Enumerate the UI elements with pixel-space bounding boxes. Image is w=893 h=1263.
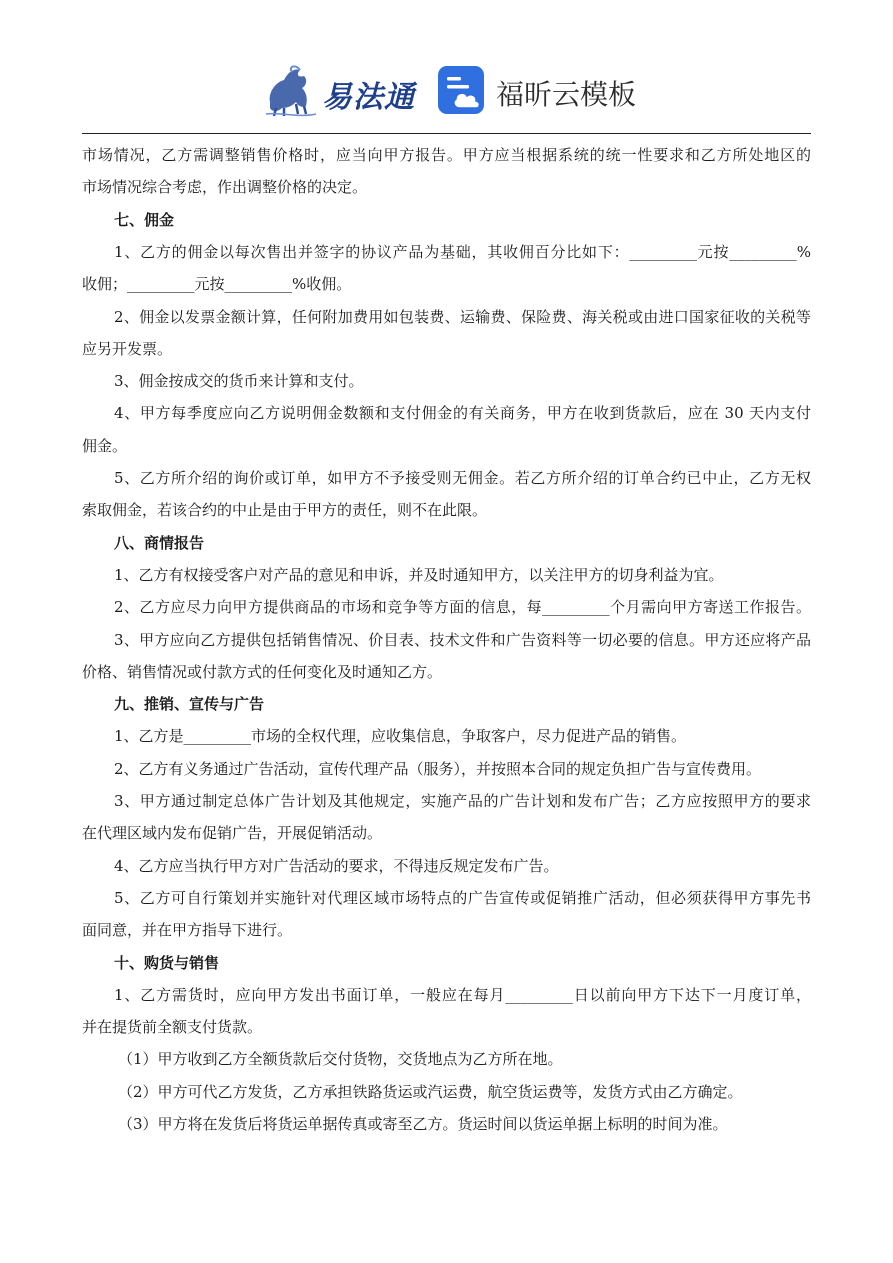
sub-clause-text: （1）甲方收到乙方全额货款后交付货物，交货地点为乙方所在地。	[118, 1050, 563, 1069]
foxit-cloud-template-text: 福昕云模板	[496, 78, 637, 111]
clause-continuation-text: 在代理区域内发布促销广告，开展促销活动。	[82, 824, 383, 843]
clause-text: 1、乙方有权接受客户对产品的意见和申诉，并及时通知甲方，以关注甲方的切身利益为宜。	[114, 565, 724, 584]
clause-continuation-text: 并在提货前全额支付货款。	[82, 1018, 263, 1037]
clause-text: 1、乙方需货时，应向甲方发出书面订单，一般应在每月_________日以前向甲方下达下一月度订单，	[114, 985, 811, 1004]
clause-continuation-text: 面同意，并在甲方指导下进行。	[82, 921, 293, 940]
header-divider	[82, 133, 811, 134]
clause-text: 1、乙方的佣金以每次售出并签字的协议产品为基础，其收佣百分比如下：_________元按_________%	[114, 242, 811, 261]
clause-text: 1、乙方是_________市场的全权代理，应收集信息，争取客户，尽力促进产品的销售。	[114, 727, 687, 746]
clause-continuation-text: 应另开发票。	[82, 339, 173, 358]
sub-clause-text: （2）甲方可代乙方发货，乙方承担铁路货运或汽运费，航空货运费等，发货方式由乙方确定。	[118, 1082, 743, 1101]
clause-continuation-text: 收佣；_________元按_________%收佣。	[82, 275, 352, 294]
clause-continuation-text: 价格、销售情况或付款方式的任何变化及时通知乙方。	[82, 662, 443, 681]
clause-text: 3、甲方通过制定总体广告计划及其他规定，实施产品的广告计划和发布广告；乙方应按照甲方的要求	[114, 792, 811, 810]
horse-emblem-icon	[262, 62, 320, 120]
clause-text: 2、乙方有义务通过广告活动，宣传代理产品（服务），并按照本合同的规定负担广告与宣传费用。	[114, 759, 762, 778]
section-heading: 七、佣金	[114, 210, 175, 229]
section-heading: 十、购货与销售	[114, 953, 220, 972]
clause-text: 4、甲方每季度应向乙方说明佣金数额和支付佣金的有关商务，甲方在收到货款后，应在 30 天内支付	[114, 404, 811, 423]
sub-clause-text: （3）甲方将在发货后将货运单据传真或寄至乙方。货运时间以货运单据上标明的时间为准。	[118, 1115, 728, 1133]
clause-text: 4、乙方应当执行甲方对广告活动的要求，不得违反规定发布广告。	[114, 856, 559, 875]
clause-continuation-text: 佣金。	[82, 436, 128, 455]
clause-continuation-text: 市场情况综合考虑，作出调整价格的决定。	[82, 178, 368, 197]
clause-text: 2、乙方应尽力向甲方提供商品的市场和竞争等方面的信息，每_________个月需向甲方寄送工作报告。	[114, 598, 811, 617]
clause-text: 3、佣金按成交的货币来计算和支付。	[114, 372, 364, 391]
clause-text: 5、乙方所介绍的询价或订单，如甲方不予接受则无佣金。若乙方所介绍的订单合约已中止，乙方无权	[114, 469, 811, 487]
clause-text: 5、乙方可自行策划并实施针对代理区域市场特点的广告宣传或促销推广活动，但必须获得甲方事先书	[114, 888, 811, 907]
yifatong-logo	[262, 62, 415, 120]
yifatong-logo-text: 易法通	[322, 80, 415, 115]
page-header	[0, 0, 893, 135]
section-heading: 九、推销、宣传与广告	[114, 695, 265, 714]
clause-text: 3、甲方应向乙方提供包括销售情况、价目表、技术文件和广告资料等一切必要的信息。甲方还应将产品	[114, 630, 811, 649]
clause-continuation-text: 索取佣金，若该合约的中止是由于甲方的责任，则不在此限。	[82, 501, 488, 520]
section-heading: 八、商情报告	[114, 533, 205, 552]
cloud-document-icon	[436, 64, 488, 116]
clause-text: 2、佣金以发票金额计算，任何附加费用如包装费、运输费、保险费、海关税或由进口国家征收的关税等	[114, 307, 811, 326]
clause-continuation-text: 市场情况，乙方需调整销售价格时，应当向甲方报告。甲方应当根据系统的统一性要求和乙方所处地区的	[82, 146, 811, 164]
foxit-cloud-template-logo	[436, 64, 636, 118]
